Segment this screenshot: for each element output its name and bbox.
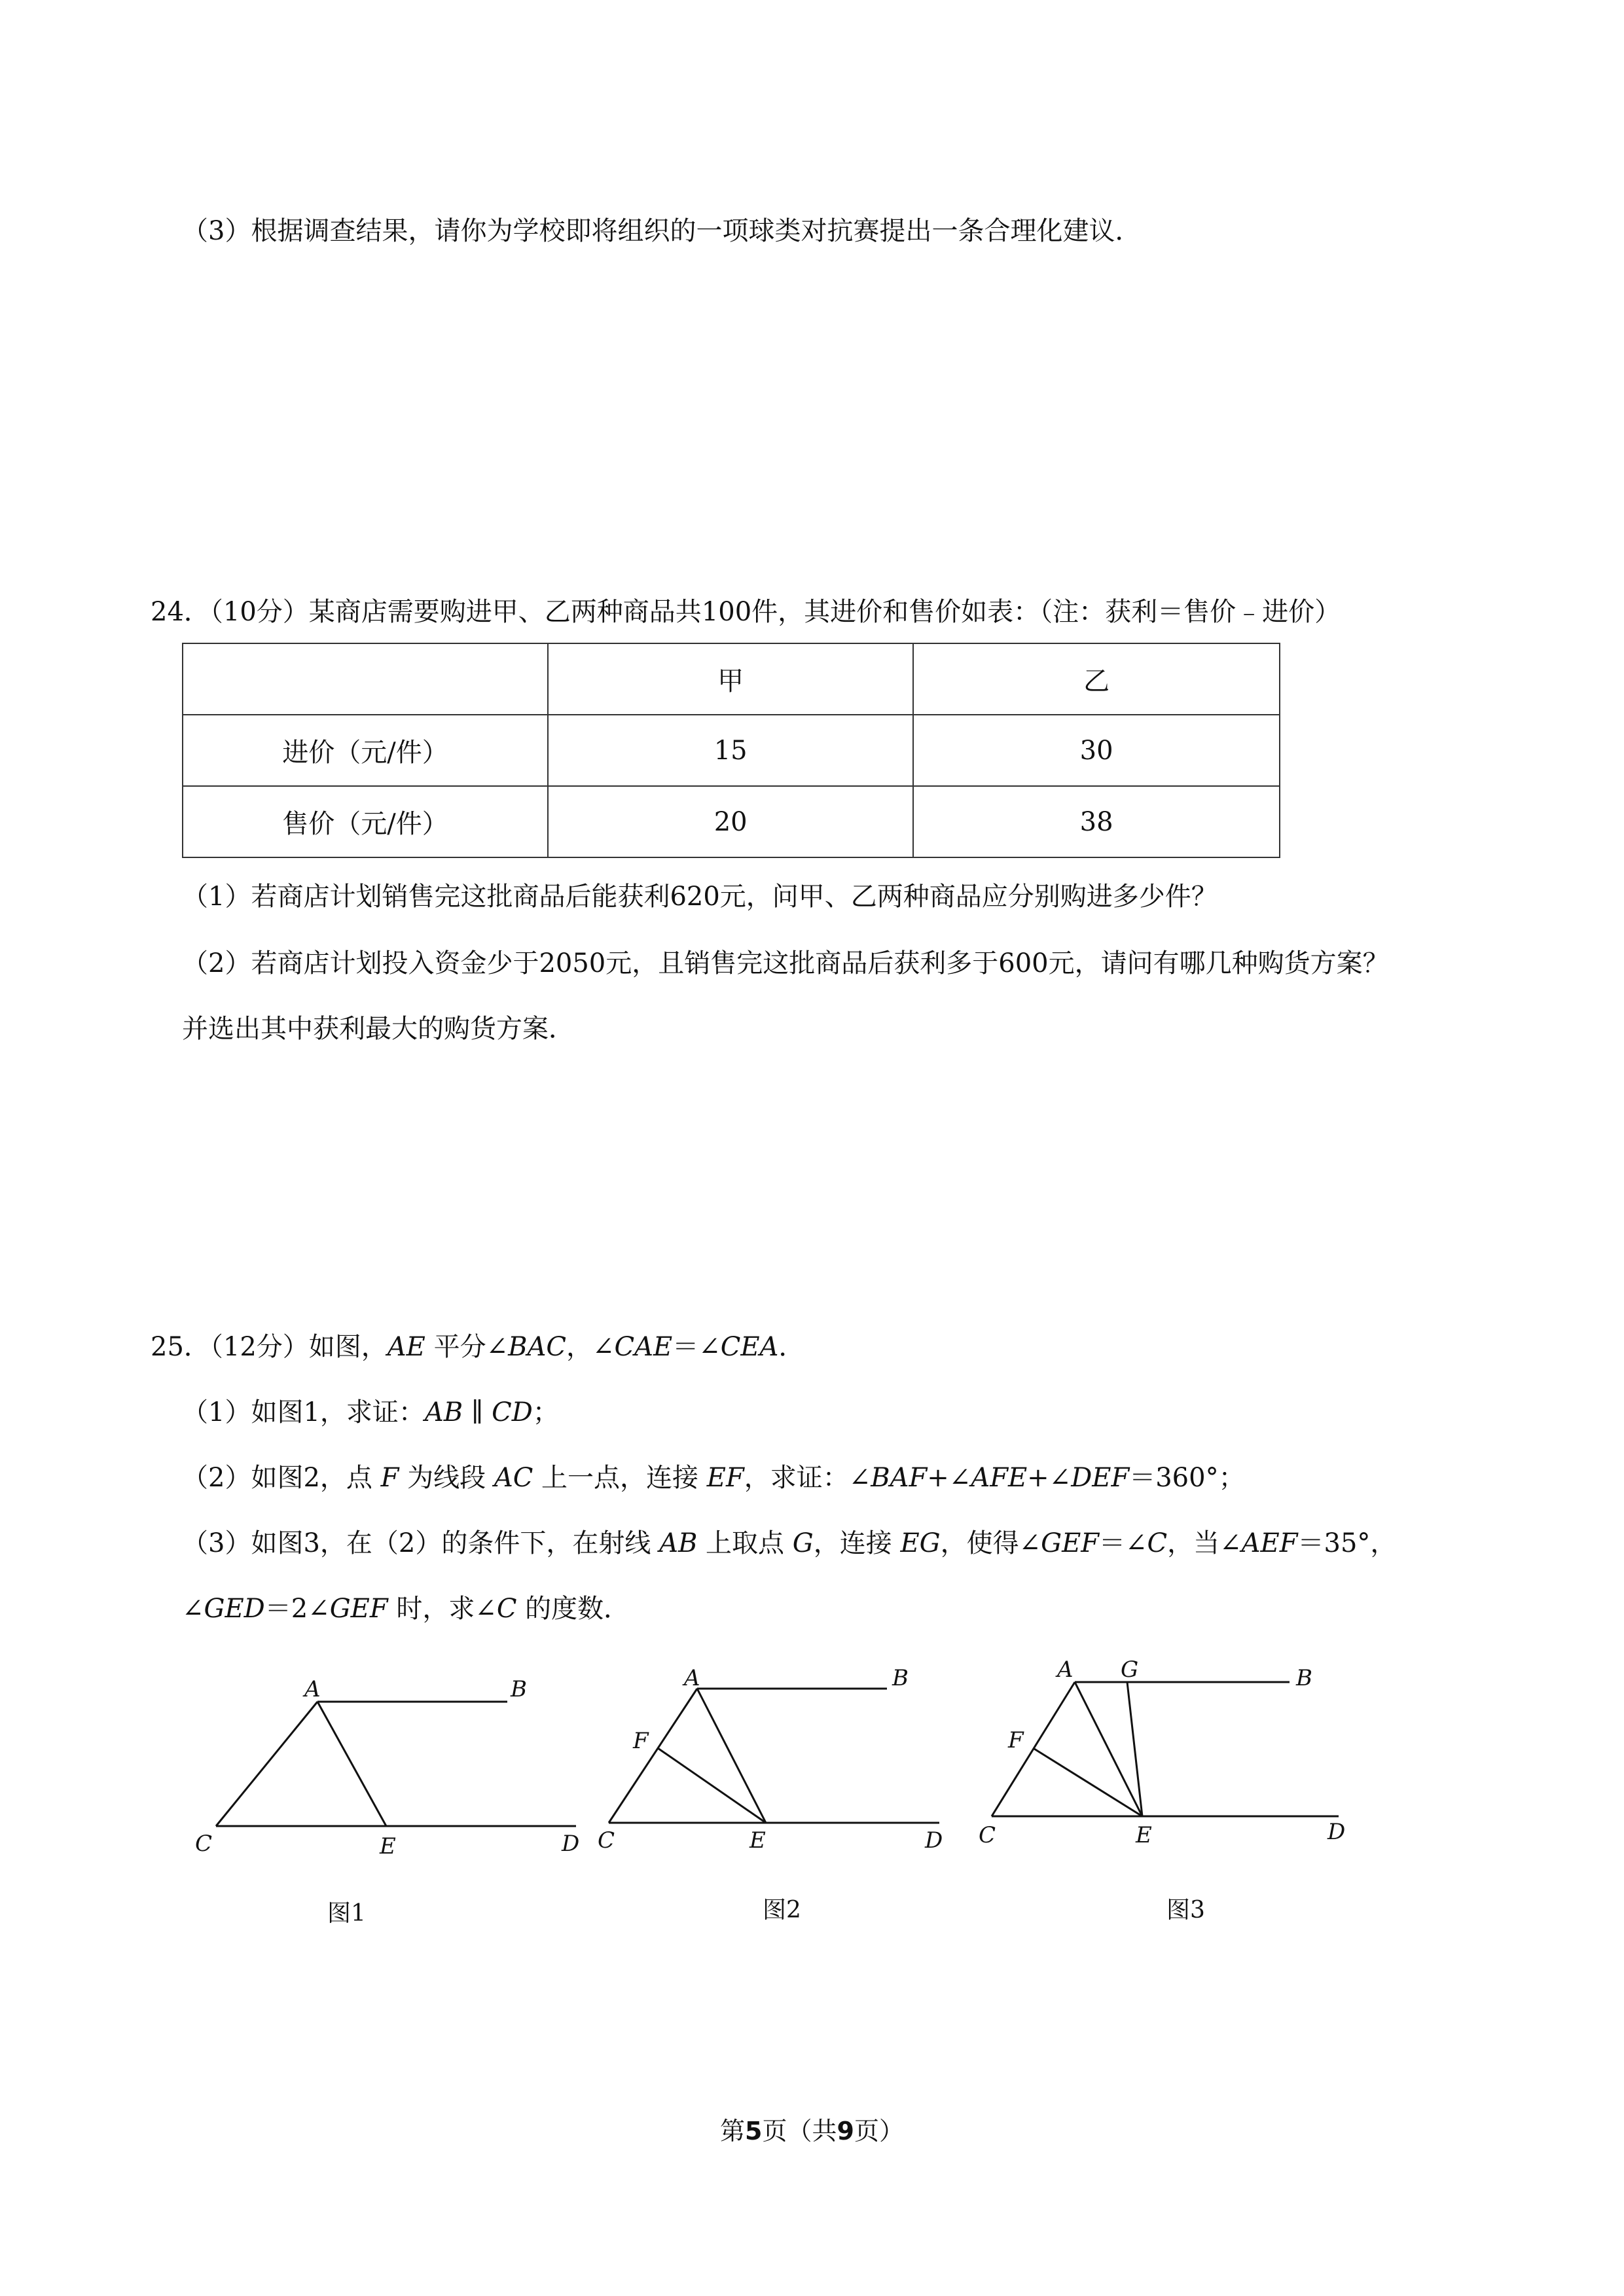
cell-price-yi: 38 <box>913 786 1280 857</box>
segment-AC <box>609 1689 697 1823</box>
q23-part3: （3）根据调查结果，请你为学校即将组织的一项球类对抗赛提出一条合理化建议． <box>182 216 1142 246</box>
table-header-yi: 乙 <box>913 643 1280 715</box>
q25-header: 25．（12分）如图，AE 平分∠BAC，∠CAE＝∠CEA． <box>151 1332 805 1362</box>
label-C: C <box>598 1827 615 1854</box>
page-footer: 第5页（共9页） <box>720 2117 904 2145</box>
segment-AE <box>317 1702 386 1826</box>
segment-AC <box>216 1702 317 1826</box>
label-G: G <box>1121 1657 1139 1683</box>
q25-part2: （2）如图2，点 F 为线段 AC 上一点，连接 EF，求证：∠BAF+∠AFE+∠DEF＝360°； <box>182 1463 1245 1493</box>
row-label-cost: 进价（元/件） <box>183 715 548 786</box>
table-row <box>183 643 1280 715</box>
q25-part3: （3）如图3，在（2）的条件下，在射线 AB 上取点 G，连接 EG，使得∠GEF＝∠C，当∠AEF＝35°， <box>182 1528 1397 1558</box>
label-A: A <box>1057 1657 1074 1683</box>
label-C: C <box>195 1831 213 1857</box>
label-B: B <box>1296 1665 1312 1691</box>
label-F: F <box>633 1728 649 1754</box>
figure-3 <box>969 1656 1401 1859</box>
figure-1-caption: 图1 <box>327 1900 366 1927</box>
table-header-jia: 甲 <box>548 643 913 715</box>
q25-part3-cont: ∠GED＝2∠GEF 时，求∠C 的度数． <box>182 1594 630 1624</box>
label-C: C <box>979 1822 996 1848</box>
q24-part2-cont: 并选出其中获利最大的购货方案． <box>182 1014 575 1044</box>
label-F: F <box>1008 1727 1024 1753</box>
q24-header: 24．（10分）某商店需要购进甲、乙两种商品共100件，其进价和售价如表：（注：获利＝售价﹣进价） <box>151 597 1341 627</box>
segment-GE <box>1127 1682 1142 1816</box>
table-header-empty <box>183 643 548 715</box>
page-number: 5 <box>745 2117 763 2145</box>
price-table <box>182 643 1280 858</box>
figure-3-caption: 图3 <box>1166 1897 1205 1924</box>
cell-cost-jia: 15 <box>548 715 913 786</box>
q25-part1: （1）如图1，求证：AB ∥ CD； <box>182 1397 559 1427</box>
label-E: E <box>1136 1822 1152 1848</box>
cell-cost-yi: 30 <box>913 715 1280 786</box>
segment-AE <box>697 1689 766 1823</box>
label-B: B <box>892 1666 909 1691</box>
q24-part2: （2）若商店计划投入资金少于2050元，且销售完这批商品后获利多于600元，请问有哪几种购货方案？ <box>182 948 1389 978</box>
label-A: A <box>684 1666 700 1691</box>
label-D: D <box>925 1827 943 1854</box>
total-pages: 9 <box>837 2117 854 2145</box>
label-D: D <box>562 1831 580 1857</box>
segment-FE <box>658 1748 766 1823</box>
label-A: A <box>304 1676 321 1702</box>
cell-price-jia: 20 <box>548 786 913 857</box>
table-row <box>183 786 1280 857</box>
figure-2 <box>586 1666 959 1865</box>
label-D: D <box>1327 1819 1346 1845</box>
table-row <box>183 715 1280 786</box>
label-E: E <box>380 1833 396 1859</box>
figure-1 <box>183 1669 602 1865</box>
label-E: E <box>749 1827 766 1854</box>
figure-2-caption: 图2 <box>763 1897 801 1924</box>
q24-part1: （1）若商店计划销售完这批商品后能获利620元，问甲、乙两种商品应分别购进多少件？ <box>182 882 1218 912</box>
segment-AC <box>992 1682 1075 1816</box>
label-B: B <box>511 1676 527 1702</box>
row-label-price: 售价（元/件） <box>183 786 548 857</box>
